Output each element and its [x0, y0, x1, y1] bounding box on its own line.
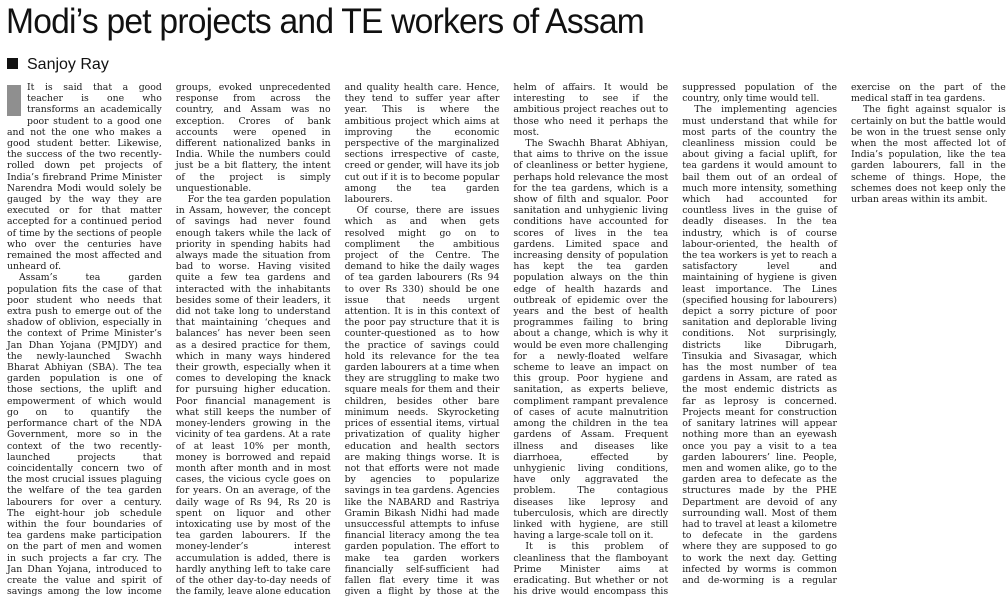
article-paragraph: It is this problem of cleanliness that the flamboyant Prime Minister aims at eradicating. But whether or not his drive would encompass this suppressed population of the country, only time would tell. — [513, 82, 837, 598]
article-paragraph: The implementing agencies must understand that while for most parts of the country the cleanliness mission could be about giving a facial uplift, for tea gardens it would amount to bail them out of an ordeal of much more intensity, something which had accounted for countless lives in the guise of deadly diseases. In the tea industry, which is of course labour-oriented, the health of the tea workers is yet to reach a satisfactory level and maintaining of hygiene is given least importance. The Lines (specified housing for labourers) depict a sorry picture of poor sanitation and deplorable living conditions. Not surprisingly, districts like Dibrugarh, Tinsukia and Sivasagar, which has the most number of tea gardens in Assam, are rated as the most endemic districts as far as leprosy is concerned. Projects meant for construction of sanitary latrines will appear nothing more than an eyewash once you pay a visit to a tea garden labourers’ line. People, men and women alike, go to the garden area to defecate as the structures made by the PHE Department are devoid of any surrounding wall. Most of them had to travel at least a kilometre to defecate in the gardens where they are supposed to go to work the next day. Getting infected by worms is common and de-worming is a regular exercise on the part of the medical staff in tea gardens. — [682, 82, 1006, 586]
byline — [7, 54, 109, 76]
article-paragraph: For the tea garden population in Assam, however, the concept of savings had never found enough takers while the lack of priority in spending habits had always made the situation from bad to worse. Having visited quite a few tea gardens and interacted with the inhabitants besides some of their leaders, it did not take long to understand that maintaining ‘cheques and balances’ has never been seen as a desired practice for them, which in many ways hindered their growth, especially when it comes to developing the knack for pursuing higher education. Poor financial management is what still keeps the number of money-lenders growing in the vicinity of tea gardens. At a rate of at least 10% per month, money is borrowed and repaid month after month and in most cases, the vicious cycle goes on for years. On an average, of the daily wage of Rs 94, Rs 20 is spent on liquor and other intoxicating use by most of the tea garden labourers. If the money-lender’s interest accumulation is added, there is hardly anything left to take care of the other day-to-day needs of the family, leave alone education and quality health care. Hence, they tend to suffer year after year. This is where the ambitious project which aims at improving the economic perspective of the marginalized sections irrespective of caste, creed or gender, will have its job cut out if it is to become popular among the tea garden labourers. — [175, 82, 500, 598]
article-paragraph: The Swachh Bharat Abhiyan, that aims to thrive on the issue of cleanliness or better hygiene, perhaps hold relevance the most for the tea gardens, which is a show of filth and squalor. Poor sanitation and unhygienic living conditions have accounted for scores of lives in the tea gardens. Limited space and increasing density of population has kept the tea garden population always on the thin edge of health hazards and outbreak of epidemic over the years and the best of health programmes failing to bring about a change, which is why it would be even more challenging for a newly-floated welfare scheme to leave an impact on this group. Poor hygiene and sanitation, as experts believe, compliment rampant prevalence of cases of acute malnutrition among the children in the tea gardens of Assam. Frequent illness and diseases like diarrhoea, effected by unhygienic living conditions, have only aggravated the problem. The contagious diseases like leprosy and tuberculosis, which are directly linked with hygiene, are still having a large-scale toll on it. — [513, 138, 669, 542]
article-paragraph: The fight against squalor is certainly on but the battle would be won in the truest sense only when the most affected lot of India’s population, like the tea garden labourers, fall in the scheme of things. Hope, the schemes does not keep only the urban areas within its ambit. — [850, 104, 1006, 206]
article-body — [7, 82, 1006, 601]
square-bullet-icon — [7, 58, 18, 69]
article-paragraph: Assam’s tea garden population fits the case of that poor student who needs that extra push to emerge out of the shadow of oblivion, especially in the context of Prime Minister’s Jan Dhan Yojana (PMJDY) and the newly-launched Swachh Bharat Abhiyan (SBA). The tea garden population is one of those sections, the uplift and empowerment of which would go on to quantify the performance chart of the NDA Government, more so in the context of the two recently-launched projects that coincidentally concern two of the most crucial issues plaguing the welfare of the tea garden labourers for over a century. The eight-hour job schedule within the four boundaries of tea gardens make participation on the part of men and women in such projects a far cry. The Jan Dhan Yojana, introduced to create the value and spirit of savings among the low income groups, evoked unprecedented response from across the country, and Assam was no exception. Crores of bank accounts were opened in different nationalized banks in India. While the numbers could just be a bit flattery, the intent of the project is simply unquestionable. — [7, 82, 331, 598]
drop-cap-block — [7, 85, 21, 116]
author-name: Sanjoy Ray — [27, 56, 109, 73]
article-headline: Modi’s pet projects and TE workers of Assam — [6, 2, 645, 41]
article-paragraph: It is said that a good teacher is one who transforms an academically poor student to a good one and not the one who makes a good student better. Likewise, the success of the two recently-rolled down pet projects of India’s firebrand Prime Minister Narendra Modi would solely be gauged by the way they are executed or for that matter accepted for a continued period of time by the sections of people who over the centuries have remained the most affected and unheard of. — [7, 82, 162, 273]
article-paragraph: Of course, there are issues which as and when gets resolved might go on to compliment the ambitious project of the Centre. The demand to hike the daily wages of tea garden labourers (Rs 94 to over Rs 330) should be one issue that needs urgent attention. It is in this context of the poor pay structure that it is counter-questioned as to how the practice of savings could hold its relevance for the tea garden labourers at a time when they are struggling to make two square meals for them and their children, besides other bare minimum needs. Skyrocketing prices of essential items, virtual privatization of quality higher education and health sectors are making things worse. It is not that efforts were not made by agencies to popularize savings in tea gardens. Agencies like the NABARD and Rastriya Gramin Bikash Nidhi had made unsuccessful attempts to infuse financial literacy among the tea garden population. The effort to make tea garden workers financially self-sufficient had fallen flat every time it was given a flight by those at the helm of affairs. It would be interesting to see if the ambitious project reaches out to those who need it perhaps the most. — [344, 82, 669, 598]
